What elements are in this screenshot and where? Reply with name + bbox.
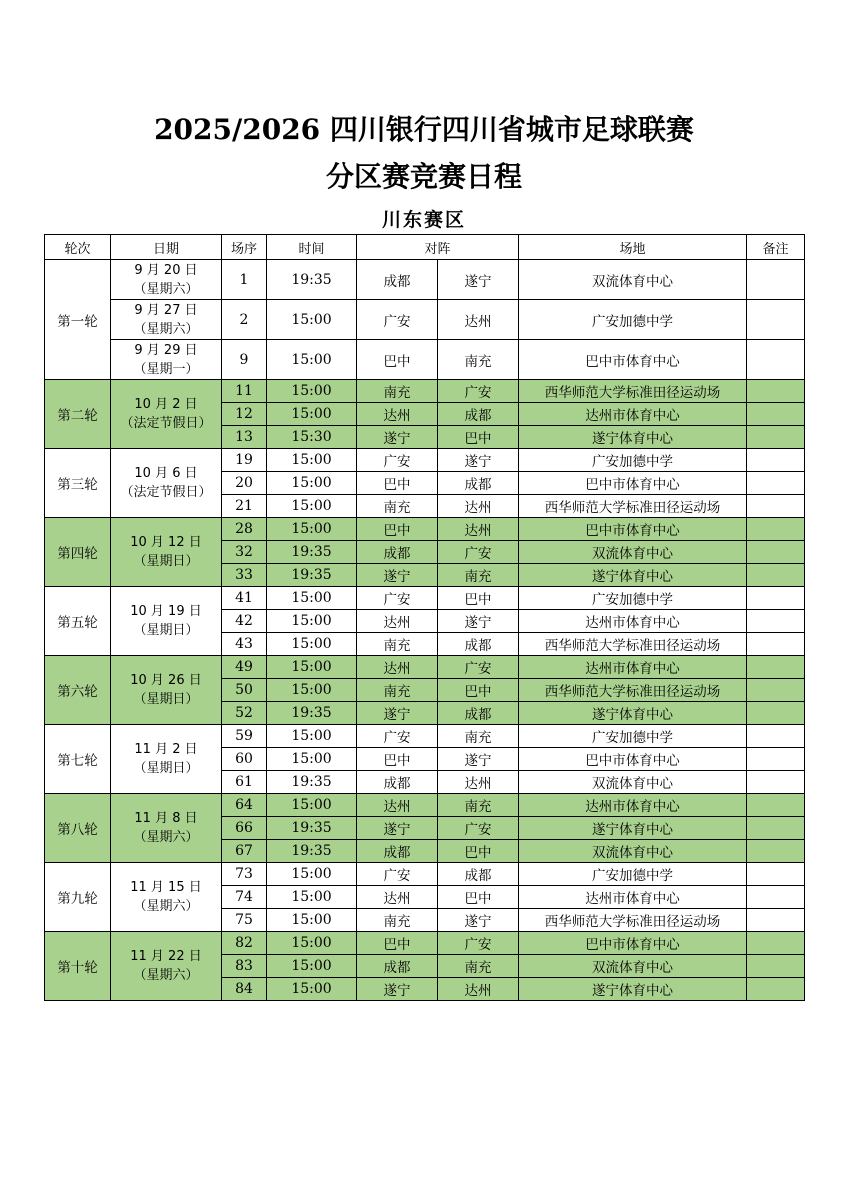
schedule-table [44, 234, 805, 1001]
home-team-cell: 达州 [357, 886, 438, 909]
date-cell [111, 932, 222, 1001]
home-team-cell: 成都 [357, 771, 438, 794]
venue-cell: 广安加德中学 [519, 587, 747, 610]
note-cell [747, 587, 805, 610]
home-team-cell: 南充 [357, 633, 438, 656]
time-cell: 19:35 [267, 541, 357, 564]
round-cell: 第八轮 [45, 794, 111, 863]
away-team-cell: 南充 [438, 794, 519, 817]
time-cell: 15:00 [267, 679, 357, 702]
note-cell [747, 771, 805, 794]
table-row [45, 340, 805, 380]
venue-cell: 广安加德中学 [519, 300, 747, 340]
away-team-cell: 巴中 [438, 426, 519, 449]
document-title: 2025/2026 四川银行四川省城市足球联赛 [154, 113, 694, 146]
header-round: 轮次 [45, 235, 111, 260]
match-no-cell: 33 [222, 564, 267, 587]
venue-cell: 广安加德中学 [519, 863, 747, 886]
region-heading: 川东赛区 [381, 209, 466, 231]
match-no-cell: 84 [222, 978, 267, 1001]
away-team-cell: 广安 [438, 932, 519, 955]
home-team-cell: 广安 [357, 863, 438, 886]
table-row [45, 863, 805, 886]
match-no-cell: 2 [222, 300, 267, 340]
home-team-cell: 南充 [357, 679, 438, 702]
table-row [45, 656, 805, 679]
note-cell [747, 403, 805, 426]
time-cell: 15:00 [267, 656, 357, 679]
away-team-cell: 巴中 [438, 587, 519, 610]
away-team-cell: 遂宁 [438, 610, 519, 633]
match-no-cell: 66 [222, 817, 267, 840]
venue-cell: 双流体育中心 [519, 260, 747, 300]
time-cell: 15:30 [267, 426, 357, 449]
date-text: 10 月 26 日 [130, 673, 202, 688]
schedule-body [45, 260, 805, 1001]
match-no-cell: 12 [222, 403, 267, 426]
match-no-cell: 20 [222, 472, 267, 495]
note-cell [747, 633, 805, 656]
home-team-cell: 广安 [357, 725, 438, 748]
note-cell [747, 932, 805, 955]
match-no-cell: 1 [222, 260, 267, 300]
note-cell [747, 340, 805, 380]
weekday-text: （星期六） [133, 321, 199, 337]
note-cell [747, 909, 805, 932]
time-cell: 19:35 [267, 702, 357, 725]
home-team-cell: 巴中 [357, 518, 438, 541]
note-cell [747, 702, 805, 725]
match-no-cell: 83 [222, 955, 267, 978]
away-team-cell: 达州 [438, 978, 519, 1001]
header-date: 日期 [111, 235, 222, 260]
home-team-cell: 巴中 [357, 340, 438, 380]
time-cell: 15:00 [267, 380, 357, 403]
venue-cell: 达州市体育中心 [519, 656, 747, 679]
match-no-cell: 43 [222, 633, 267, 656]
time-cell: 19:35 [267, 771, 357, 794]
table-row [45, 518, 805, 541]
home-team-cell: 广安 [357, 587, 438, 610]
venue-cell: 西华师范大学标准田径运动场 [519, 633, 747, 656]
venue-cell: 西华师范大学标准田径运动场 [519, 495, 747, 518]
match-no-cell: 50 [222, 679, 267, 702]
note-cell [747, 863, 805, 886]
time-cell: 19:35 [267, 260, 357, 300]
away-team-cell: 达州 [438, 518, 519, 541]
weekday-text: （法定节假日） [120, 416, 212, 431]
time-cell: 15:00 [267, 863, 357, 886]
date-cell [111, 794, 222, 863]
time-cell: 19:35 [267, 817, 357, 840]
match-no-cell: 82 [222, 932, 267, 955]
time-cell: 15:00 [267, 794, 357, 817]
away-team-cell: 巴中 [438, 679, 519, 702]
away-team-cell: 广安 [438, 656, 519, 679]
match-no-cell: 60 [222, 748, 267, 771]
home-team-cell: 巴中 [357, 932, 438, 955]
time-cell: 15:00 [267, 725, 357, 748]
table-row [45, 449, 805, 472]
weekday-text: （星期日） [133, 692, 199, 707]
header-fixture: 对阵 [357, 235, 519, 260]
match-no-cell: 11 [222, 380, 267, 403]
weekday-text: （星期六） [133, 830, 199, 845]
home-team-cell: 南充 [357, 495, 438, 518]
note-cell [747, 472, 805, 495]
time-cell: 15:00 [267, 932, 357, 955]
time-cell: 15:00 [267, 472, 357, 495]
away-team-cell: 南充 [438, 955, 519, 978]
table-row [45, 587, 805, 610]
date-cell [111, 656, 222, 725]
match-no-cell: 59 [222, 725, 267, 748]
time-cell: 15:00 [267, 633, 357, 656]
table-row [45, 380, 805, 403]
home-team-cell: 遂宁 [357, 426, 438, 449]
match-no-cell: 74 [222, 886, 267, 909]
note-cell [747, 449, 805, 472]
home-team-cell: 达州 [357, 403, 438, 426]
table-row [45, 932, 805, 955]
header-note: 备注 [747, 235, 805, 260]
away-team-cell: 达州 [438, 495, 519, 518]
date-text: 9 月 29 日 [134, 342, 198, 358]
time-cell: 15:00 [267, 300, 357, 340]
home-team-cell: 遂宁 [357, 564, 438, 587]
date-cell [111, 449, 222, 518]
weekday-text: （法定节假日） [120, 485, 212, 500]
round-cell: 第九轮 [45, 863, 111, 932]
match-no-cell: 73 [222, 863, 267, 886]
date-cell [111, 725, 222, 794]
away-team-cell: 广安 [438, 817, 519, 840]
away-team-cell: 遂宁 [438, 260, 519, 300]
round-cell: 第三轮 [45, 449, 111, 518]
table-row [45, 260, 805, 300]
away-team-cell: 南充 [438, 340, 519, 380]
home-team-cell: 广安 [357, 300, 438, 340]
away-team-cell: 遂宁 [438, 748, 519, 771]
home-team-cell: 南充 [357, 909, 438, 932]
venue-cell: 达州市体育中心 [519, 886, 747, 909]
venue-cell: 西华师范大学标准田径运动场 [519, 679, 747, 702]
home-team-cell: 巴中 [357, 748, 438, 771]
date-cell [111, 380, 222, 449]
note-cell [747, 426, 805, 449]
venue-cell: 遂宁体育中心 [519, 426, 747, 449]
note-cell [747, 794, 805, 817]
time-cell: 15:00 [267, 518, 357, 541]
venue-cell: 广安加德中学 [519, 725, 747, 748]
time-cell: 15:00 [267, 449, 357, 472]
time-cell: 15:00 [267, 587, 357, 610]
document-subtitle: 分区赛竞赛日程 [325, 160, 522, 193]
home-team-cell: 广安 [357, 449, 438, 472]
note-cell [747, 955, 805, 978]
match-no-cell: 21 [222, 495, 267, 518]
date-text: 10 月 19 日 [130, 604, 202, 619]
round-cell: 第四轮 [45, 518, 111, 587]
home-team-cell: 成都 [357, 260, 438, 300]
venue-cell: 巴中市体育中心 [519, 932, 747, 955]
weekday-text: （星期日） [133, 761, 199, 776]
date-text: 11 月 8 日 [134, 811, 198, 826]
away-team-cell: 成都 [438, 702, 519, 725]
home-team-cell: 成都 [357, 955, 438, 978]
note-cell [747, 564, 805, 587]
venue-cell: 达州市体育中心 [519, 794, 747, 817]
date-text: 10 月 6 日 [134, 466, 198, 481]
home-team-cell: 遂宁 [357, 702, 438, 725]
time-cell: 15:00 [267, 340, 357, 380]
round-cell: 第五轮 [45, 587, 111, 656]
venue-cell: 巴中市体育中心 [519, 518, 747, 541]
note-cell [747, 817, 805, 840]
date-text: 9 月 27 日 [134, 302, 198, 318]
note-cell [747, 840, 805, 863]
away-team-cell: 巴中 [438, 840, 519, 863]
time-cell: 15:00 [267, 610, 357, 633]
header-venue: 场地 [519, 235, 747, 260]
date-text: 11 月 15 日 [130, 880, 202, 895]
venue-cell: 双流体育中心 [519, 955, 747, 978]
venue-cell: 遂宁体育中心 [519, 817, 747, 840]
venue-cell: 双流体育中心 [519, 771, 747, 794]
date-text: 11 月 2 日 [134, 742, 198, 757]
away-team-cell: 遂宁 [438, 449, 519, 472]
date-text: 9 月 20 日 [134, 262, 198, 278]
home-team-cell: 达州 [357, 794, 438, 817]
away-team-cell: 南充 [438, 564, 519, 587]
date-text: 10 月 2 日 [134, 397, 198, 412]
time-cell: 15:00 [267, 886, 357, 909]
venue-cell: 达州市体育中心 [519, 403, 747, 426]
date-cell [111, 300, 222, 340]
round-cell: 第二轮 [45, 380, 111, 449]
date-text: 10 月 12 日 [130, 535, 202, 550]
weekday-text: （星期六） [133, 899, 199, 914]
venue-cell: 西华师范大学标准田径运动场 [519, 380, 747, 403]
venue-cell: 巴中市体育中心 [519, 748, 747, 771]
away-team-cell: 成都 [438, 403, 519, 426]
note-cell [747, 541, 805, 564]
round-cell: 第十轮 [45, 932, 111, 1001]
match-no-cell: 52 [222, 702, 267, 725]
match-no-cell: 67 [222, 840, 267, 863]
header-time: 时间 [267, 235, 357, 260]
venue-cell: 双流体育中心 [519, 840, 747, 863]
note-cell [747, 518, 805, 541]
time-cell: 19:35 [267, 840, 357, 863]
weekday-text: （星期日） [133, 623, 199, 638]
time-cell: 15:00 [267, 403, 357, 426]
away-team-cell: 达州 [438, 771, 519, 794]
match-no-cell: 9 [222, 340, 267, 380]
away-team-cell: 广安 [438, 541, 519, 564]
away-team-cell: 成都 [438, 863, 519, 886]
note-cell [747, 978, 805, 1001]
home-team-cell: 达州 [357, 610, 438, 633]
note-cell [747, 725, 805, 748]
away-team-cell: 成都 [438, 472, 519, 495]
table-row [45, 300, 805, 340]
round-cell: 第一轮 [45, 260, 111, 380]
header-match-no: 场序 [222, 235, 267, 260]
match-no-cell: 61 [222, 771, 267, 794]
date-cell [111, 340, 222, 380]
note-cell [747, 679, 805, 702]
venue-cell: 遂宁体育中心 [519, 564, 747, 587]
weekday-text: （星期日） [133, 554, 199, 569]
header-row [45, 235, 805, 260]
note-cell [747, 656, 805, 679]
match-no-cell: 75 [222, 909, 267, 932]
note-cell [747, 610, 805, 633]
venue-cell: 西华师范大学标准田径运动场 [519, 909, 747, 932]
note-cell [747, 380, 805, 403]
weekday-text: （星期六） [133, 968, 199, 983]
home-team-cell: 成都 [357, 541, 438, 564]
note-cell [747, 260, 805, 300]
home-team-cell: 遂宁 [357, 978, 438, 1001]
match-no-cell: 42 [222, 610, 267, 633]
venue-cell: 巴中市体育中心 [519, 340, 747, 380]
home-team-cell: 达州 [357, 656, 438, 679]
note-cell [747, 300, 805, 340]
venue-cell: 遂宁体育中心 [519, 978, 747, 1001]
note-cell [747, 748, 805, 771]
time-cell: 15:00 [267, 495, 357, 518]
venue-cell: 遂宁体育中心 [519, 702, 747, 725]
match-no-cell: 32 [222, 541, 267, 564]
date-cell [111, 260, 222, 300]
venue-cell: 巴中市体育中心 [519, 472, 747, 495]
away-team-cell: 广安 [438, 380, 519, 403]
home-team-cell: 遂宁 [357, 817, 438, 840]
venue-cell: 双流体育中心 [519, 541, 747, 564]
note-cell [747, 495, 805, 518]
match-no-cell: 28 [222, 518, 267, 541]
match-no-cell: 13 [222, 426, 267, 449]
round-cell: 第七轮 [45, 725, 111, 794]
time-cell: 15:00 [267, 978, 357, 1001]
away-team-cell: 成都 [438, 633, 519, 656]
time-cell: 15:00 [267, 748, 357, 771]
date-cell [111, 863, 222, 932]
time-cell: 15:00 [267, 955, 357, 978]
match-no-cell: 49 [222, 656, 267, 679]
match-no-cell: 19 [222, 449, 267, 472]
date-cell [111, 587, 222, 656]
note-cell [747, 886, 805, 909]
match-no-cell: 64 [222, 794, 267, 817]
venue-cell: 广安加德中学 [519, 449, 747, 472]
away-team-cell: 巴中 [438, 886, 519, 909]
weekday-text: （星期一） [133, 361, 199, 377]
away-team-cell: 南充 [438, 725, 519, 748]
time-cell: 19:35 [267, 564, 357, 587]
venue-cell: 达州市体育中心 [519, 610, 747, 633]
table-row [45, 794, 805, 817]
time-cell: 15:00 [267, 909, 357, 932]
away-team-cell: 遂宁 [438, 909, 519, 932]
home-team-cell: 巴中 [357, 472, 438, 495]
date-cell [111, 518, 222, 587]
date-text: 11 月 22 日 [130, 949, 202, 964]
round-cell: 第六轮 [45, 656, 111, 725]
table-row [45, 725, 805, 748]
away-team-cell: 达州 [438, 300, 519, 340]
home-team-cell: 成都 [357, 840, 438, 863]
home-team-cell: 南充 [357, 380, 438, 403]
weekday-text: （星期六） [133, 281, 199, 297]
match-no-cell: 41 [222, 587, 267, 610]
